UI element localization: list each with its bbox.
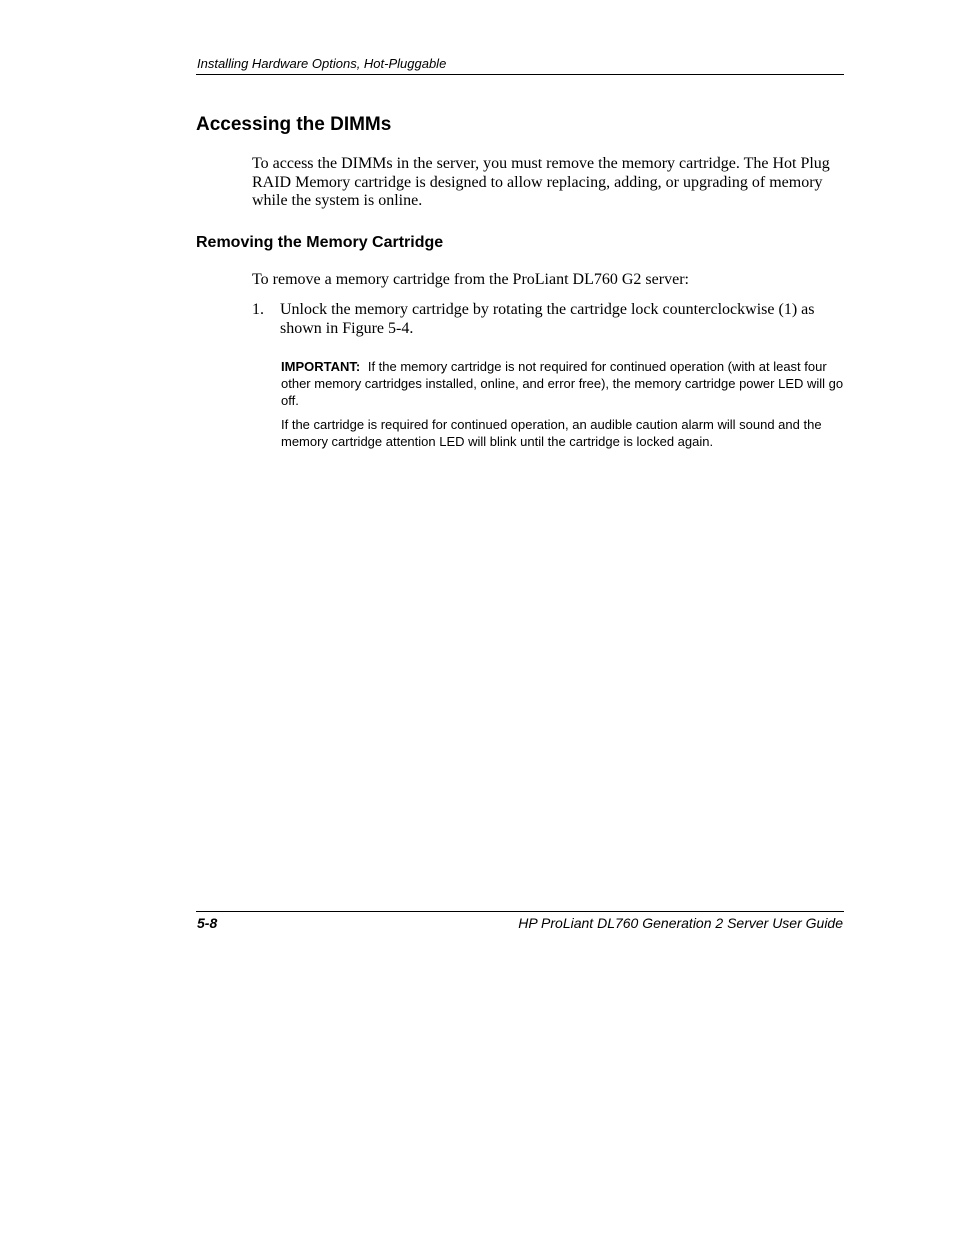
step-item — [252, 301, 848, 338]
important-note-continuation: If the cartridge is required for continued operation, an audible caution alarm will sound and the memory cartridge attention LED will blink until the cartridge is locked again. — [281, 417, 822, 449]
intro-paragraph: To access the DIMMs in the server, you must remove the memory cartridge. The Hot Plug RAID Memory cartridge is designed to allow replacing, adding, or upgrading of memory while the system is online. — [252, 155, 830, 209]
important-label: IMPORTANT: — [281, 359, 361, 374]
step-text: Unlock the memory cartridge by rotating the cartridge lock counterclockwise (1) as shown in Figure 5-4. — [280, 301, 815, 337]
subsection-heading: Removing the Memory Cartridge — [196, 234, 444, 251]
footer-document-title: HP ProLiant DL760 Generation 2 Server User Guide — [518, 915, 843, 931]
important-note — [281, 358, 847, 409]
step-number: 1. — [252, 301, 264, 318]
footer-rule — [196, 911, 844, 912]
section-heading: Accessing the DIMMs — [196, 114, 392, 135]
header-rule — [196, 74, 844, 75]
steps-intro: To remove a memory cartridge from the ProLiant DL760 G2 server: — [252, 271, 689, 288]
page-number: 5-8 — [197, 915, 218, 931]
important-note-text: If the memory cartridge is not required for continued operation (with at least four other memory cartridges installed, online, and error free), the memory cartridge power LED will go off. — [281, 359, 844, 408]
running-header: Installing Hardware Options, Hot-Pluggable — [197, 56, 447, 71]
